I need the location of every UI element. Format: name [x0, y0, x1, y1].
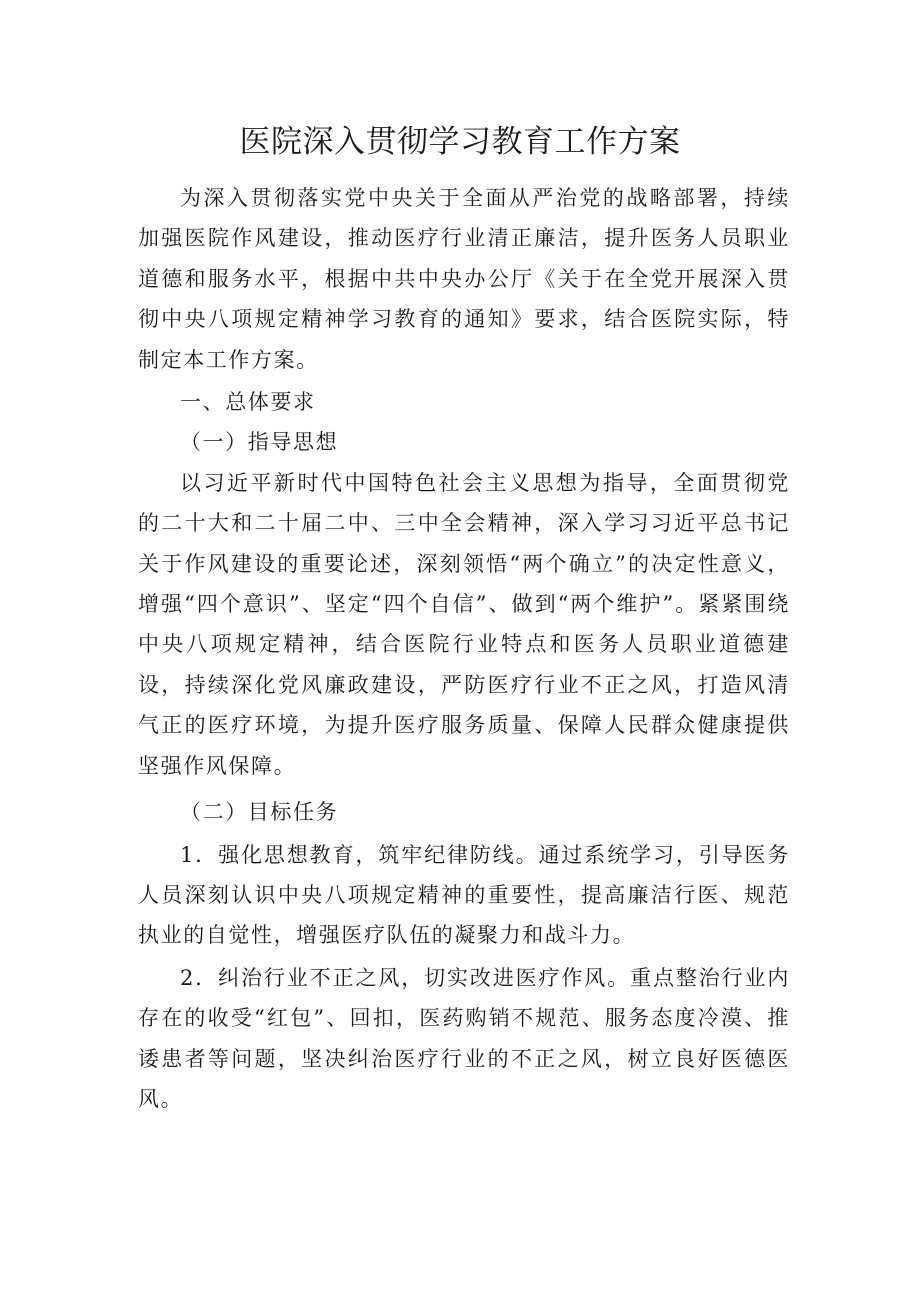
subsection-heading-guiding-ideology: （一）指导思想 [180, 430, 339, 455]
objective-item-1: 1．强化思想教育，筑牢纪律防线。通过系统学习，引导医务人员深刻认识中央八项规定精神的重要性，提高廉洁行医、规范执业的自觉性，增强医疗队伍的凝聚力和战斗力。 [138, 842, 790, 948]
document-title: 医院深入贯彻学习教育工作方案 [239, 124, 681, 160]
document-body [138, 178, 790, 1119]
guiding-ideology-paragraph: 以习近平新时代中国特色社会主义思想为指导，全面贯彻党的二十大和二十届二中、三中全会精神，深入学习习近平总书记关于作风建设的重要论述，深刻领悟“两个确立”的决定性意义，增强“四个意识”、坚定“四个自信”、做到“两个维护”。紧紧围绕中央八项规定精神，结合医院行业特点和医务人员职业道德建设，持续深化党风廉政建设，严防医疗行业不正之风，打造风清气正的医疗环境，为提升医疗服务质量、保障人民群众健康提供坚强作风保障。 [138, 470, 790, 778]
subsection-heading-objectives: （二）目标任务 [180, 800, 339, 825]
objective-item-2: 2．纠治行业不正之风，切实改进医疗作风。重点整治行业内存在的收受“红包”、回扣，医药购销不规范、服务态度冷漠、推诿患者等问题，坚决纠治医疗行业的不正之风，树立良好医德医风。 [138, 965, 790, 1111]
intro-paragraph: 为深入贯彻落实党中央关于全面从严治党的战略部署，持续加强医院作风建设，推动医疗行业清正廉洁，提升医务人员职业道德和服务水平，根据中共中央办公厅《关于在全党开展深入贯彻中央八项规定精神学习教育的通知》要求，结合医院实际，特制定本工作方案。 [138, 186, 790, 372]
section-heading-general-requirements: 一、总体要求 [180, 390, 316, 415]
